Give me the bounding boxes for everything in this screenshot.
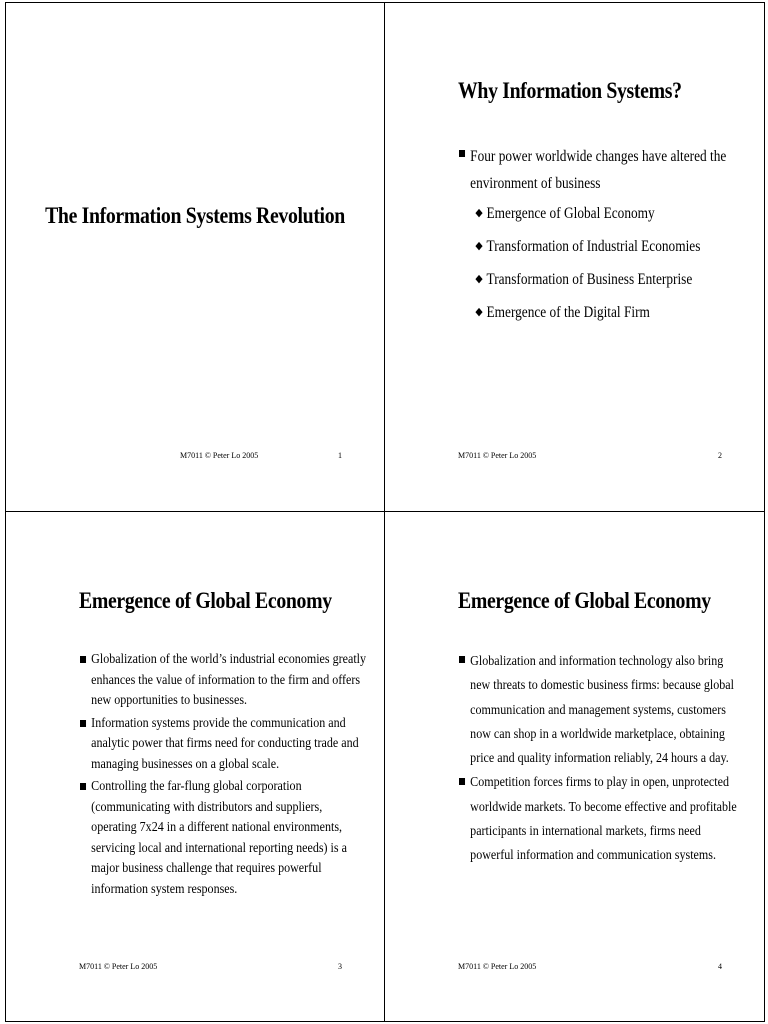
- sub-bullet-item: [459, 296, 765, 329]
- square-bullet-icon: [80, 656, 86, 663]
- slide-4: [384, 511, 765, 1022]
- slide-footer: M7011 © Peter Lo 2005: [458, 451, 537, 460]
- sub-bullet-item: [459, 230, 765, 263]
- diamond-bullet-icon: ◆: [475, 207, 483, 219]
- diamond-bullet-icon: ◆: [475, 306, 483, 318]
- slide-title: Why Information Systems?: [458, 78, 682, 103]
- slide-title: Emergence of Global Economy: [79, 588, 332, 613]
- bullet-text: Globalization and information technology also bring new threats to domestic business firms: because global communication and management systems, customers now can shop in a worldwide marketplace, obtaining price and quality information reliably, 24 hours a day.: [470, 654, 734, 767]
- sub-bullet-text: Transformation of Business Enterprise: [486, 271, 693, 288]
- slide-title: Emergence of Global Economy: [458, 588, 711, 613]
- slide-footer: M7011 © Peter Lo 2005: [79, 962, 158, 971]
- slide-content: [459, 143, 749, 329]
- bullet-item: [459, 650, 745, 771]
- bullet-text: Information systems provide the communication and analytic power that firms need for conducting trade and managing businesses on a global scale.: [91, 715, 359, 772]
- square-bullet-icon: [459, 656, 465, 663]
- square-bullet-icon: [459, 778, 465, 785]
- bullet-item: [80, 777, 366, 900]
- sub-bullet-item: [459, 197, 765, 230]
- sub-bullet-item: [459, 263, 765, 296]
- bullet-item: [459, 143, 763, 197]
- bullet-text: Globalization of the world’s industrial economies greatly enhances the value of information to the firm and offers new opportunities to businesses.: [91, 652, 367, 708]
- diamond-bullet-icon: ◆: [475, 240, 483, 252]
- square-bullet-icon: [459, 150, 465, 157]
- slide-2: [384, 2, 765, 512]
- square-bullet-icon: [80, 720, 86, 727]
- slide-3: [5, 511, 385, 1022]
- bullet-item: [80, 714, 366, 776]
- slide-title: The Information Systems Revolution: [45, 203, 345, 228]
- slide-1: [5, 2, 385, 512]
- diamond-bullet-icon: ◆: [475, 273, 483, 285]
- slide-number: 3: [338, 962, 342, 971]
- slide-content: [80, 650, 370, 902]
- square-bullet-icon: [80, 783, 86, 790]
- bullet-text: Competition forces firms to play in open, unprotected worldwide markets. To become effective and profitable participants in international markets, firms need powerful information and communication systems.: [470, 775, 737, 864]
- bullet-item: [80, 650, 366, 712]
- slide-footer: M7011 © Peter Lo 2005: [458, 962, 537, 971]
- slide-footer: M7011 © Peter Lo 2005: [180, 451, 259, 460]
- slide-number: 1: [338, 451, 342, 460]
- sub-bullet-text: Transformation of Industrial Economies: [486, 238, 701, 255]
- slide-content: [459, 650, 749, 869]
- sub-bullet-text: Emergence of the Digital Firm: [486, 304, 650, 321]
- bullet-text: Four power worldwide changes have altered the environment of business: [470, 148, 727, 192]
- slide-number: 2: [718, 451, 722, 460]
- sub-bullet-text: Emergence of Global Economy: [486, 205, 655, 222]
- bullet-text: Controlling the far-flung global corporation (communicating with distributors and suppliers, operating 7x24 in a different national environments, servicing local and international reporting needs) is a major business challenge that requires powerful information system responses.: [91, 779, 347, 897]
- bullet-item: [459, 771, 745, 868]
- slide-number: 4: [718, 962, 722, 971]
